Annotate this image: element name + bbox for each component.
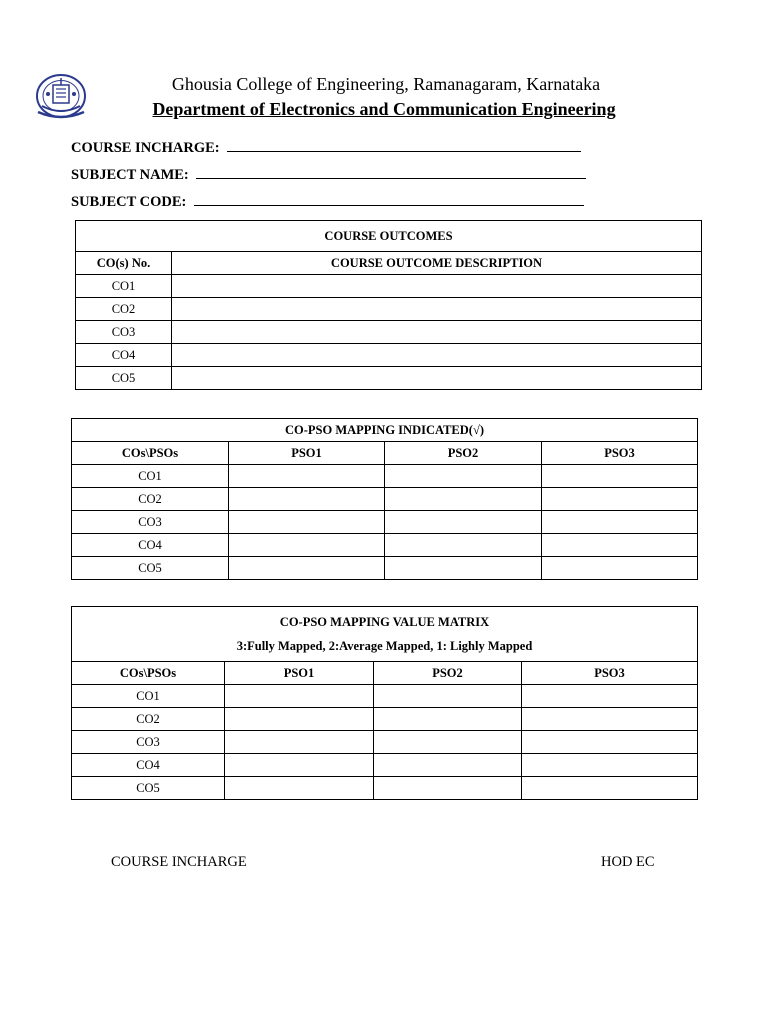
subject-name-line <box>196 166 586 179</box>
subject-name-label: SUBJECT NAME: <box>71 167 189 183</box>
subject-name-field <box>71 166 586 184</box>
col-header-co-no: CO(s) No. <box>76 252 172 275</box>
course-incharge-signature: COURSE INCHARGE <box>111 854 247 870</box>
col-header-pso2: PSO2 <box>385 442 542 465</box>
description-cell[interactable] <box>172 298 702 321</box>
description-cell[interactable] <box>172 367 702 390</box>
department-title: Department of Electronics and Communication Engineering <box>152 99 616 119</box>
table-row: CO1 <box>72 465 698 488</box>
pso-value-title-cell <box>72 607 698 662</box>
col-header-cos-psos: COs\PSOs <box>72 442 229 465</box>
pso-value-title: CO-PSO MAPPING VALUE MATRIX <box>279 615 490 629</box>
subject-code-field <box>71 193 584 211</box>
col-header-pso3: PSO3 <box>542 442 698 465</box>
col-header-pso2: PSO2 <box>374 662 522 685</box>
pso-indicated-table <box>71 418 698 580</box>
table-row: CO4 <box>72 754 698 777</box>
table-row: CO5 <box>72 777 698 800</box>
col-header-description: COURSE OUTCOME DESCRIPTION <box>172 252 702 275</box>
course-outcomes-title: COURSE OUTCOMES <box>76 221 702 252</box>
table-row: CO3 <box>72 731 698 754</box>
table-row: CO2 <box>72 488 698 511</box>
table-row: CO1 <box>72 685 698 708</box>
table-row: CO5 <box>76 367 702 390</box>
table-row: CO1 <box>76 275 702 298</box>
course-outcomes-table <box>75 220 702 390</box>
description-cell[interactable] <box>172 321 702 344</box>
subject-code-line <box>194 193 584 206</box>
table-row: CO4 <box>76 344 702 367</box>
table-row: CO5 <box>72 557 698 580</box>
table-row: CO3 <box>72 511 698 534</box>
col-header-pso1: PSO1 <box>225 662 374 685</box>
table-row: CO4 <box>72 534 698 557</box>
course-incharge-line <box>227 139 581 152</box>
pso-indicated-title: CO-PSO MAPPING INDICATED(√) <box>72 419 698 442</box>
college-name: Ghousia College of Engineering, Ramanagaram, Karnataka <box>171 74 601 94</box>
subject-code-label: SUBJECT CODE: <box>71 194 187 210</box>
pso-value-legend: 3:Fully Mapped, 2:Average Mapped, 1: Lighly Mapped <box>236 639 533 653</box>
description-cell[interactable] <box>172 344 702 367</box>
col-header-pso3: PSO3 <box>522 662 698 685</box>
description-cell[interactable] <box>172 275 702 298</box>
pso-value-table <box>71 606 698 800</box>
course-incharge-label: COURSE INCHARGE: <box>71 140 220 156</box>
course-incharge-field <box>71 139 581 157</box>
table-row: CO2 <box>76 298 702 321</box>
col-header-pso1: PSO1 <box>229 442 385 465</box>
hod-signature: HOD EC <box>601 854 655 870</box>
table-row: CO2 <box>72 708 698 731</box>
table-row: CO3 <box>76 321 702 344</box>
col-header-cos-psos: COs\PSOs <box>72 662 225 685</box>
